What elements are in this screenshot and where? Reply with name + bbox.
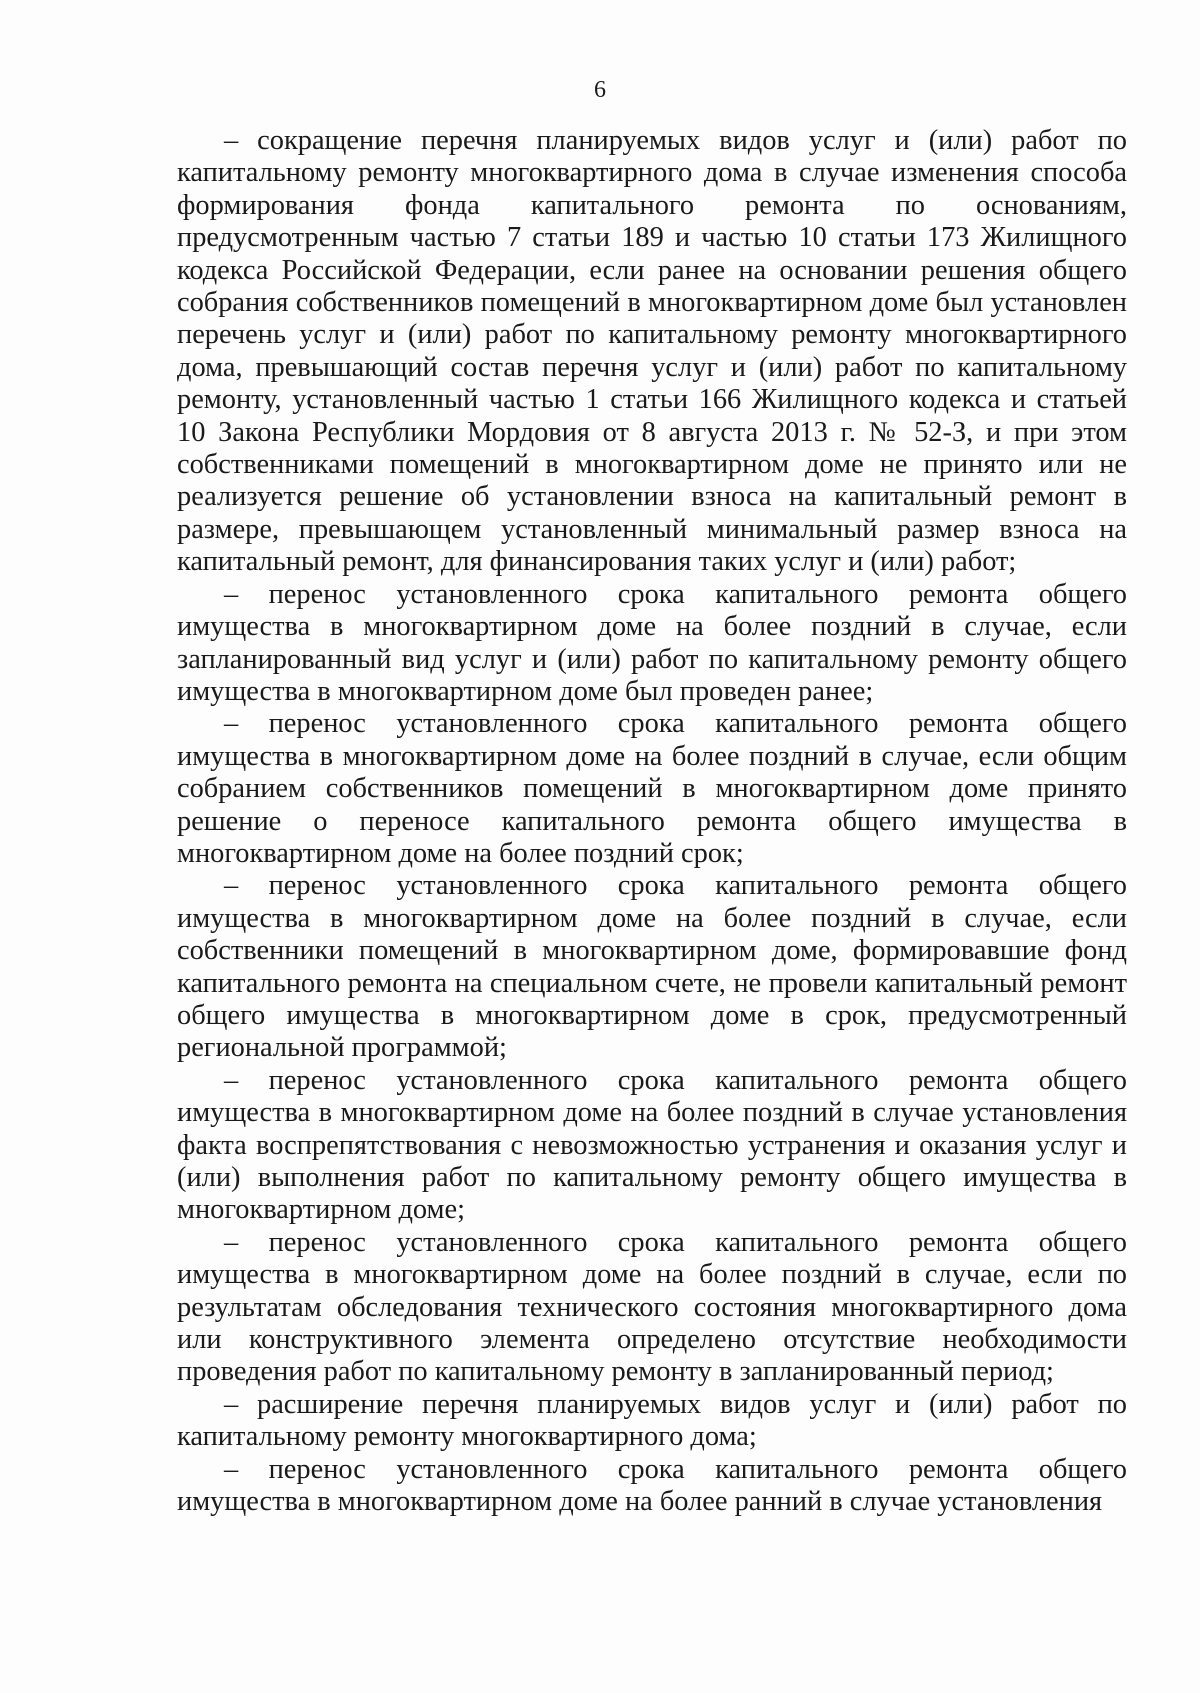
- document-body: [177, 125, 1127, 1518]
- paragraph-list-item: – перенос установленного срока капитального ремонта общего имущества в многоквартирном доме на более поздний в случае, если общим собранием собственников помещений в многоквартирном доме принято решение о переносе капитального ремонта общего имущества в многоквартирном доме на более поздний срок;: [177, 708, 1127, 869]
- paragraph-list-item: – сокращение перечня планируемых видов услуг и (или) работ по капитальному ремонту многоквартирного дома в случае изменения способа формирования фонда капитального ремонта по основаниям, предусмотренным частью 7 статьи 189 и частью 10 статьи 173 Жилищного кодекса Российской Федерации, если ранее на основании решения общего собрания собственников помещений в многоквартирном доме был установлен перечень услуг и (или) работ по капитальному ремонту многоквартирного дома, превышающий состав перечня услуг и (или) работ по капитальному ремонту, установленный частью 1 статьи 166 Жилищного кодекса и статьей 10 Закона Республики Мордовия от 8 августа 2013 г. № 52-З, и при этом собственниками помещений в многоквартирном доме не принято или не реализуется решение об установлении взноса на капитальный ремонт в размере, превышающем установленный минимальный размер взноса на капитальный ремонт, для финансирования таких услуг и (или) работ;: [177, 125, 1127, 578]
- paragraph-list-item: – перенос установленного срока капитального ремонта общего имущества в многоквартирном доме на более поздний в случае, если запланированный вид услуг и (или) работ по капитальному ремонту общего имущества в многоквартирном доме был проведен ранее;: [177, 578, 1127, 707]
- paragraph-list-item: – перенос установленного срока капитального ремонта общего имущества в многоквартирном доме на более поздний в случае, если по результатам обследования технического состояния многоквартирного дома или конструктивного элемента определено отсутствие необходимости проведения работ по капитальному ремонту в запланированный период;: [177, 1226, 1127, 1388]
- paragraph-list-item: – перенос установленного срока капитального ремонта общего имущества в многоквартирном доме на более поздний в случае установления факта воспрепятствования с невозможностью устранения и оказания услуг и (или) выполнения работ по капитальному ремонту общего имущества в многоквартирном доме;: [177, 1064, 1127, 1226]
- paragraph-list-item: – расширение перечня планируемых видов услуг и (или) работ по капитальному ремонту многоквартирного дома;: [177, 1388, 1127, 1453]
- paragraph-list-item: – перенос установленного срока капитального ремонта общего имущества в многоквартирном доме на более поздний в случае, если собственники помещений в многоквартирном доме, формировавшие фонд капитального ремонта на специальном счете, не провели капитальный ремонт общего имущества в многоквартирном доме в срок, предусмотренный региональной программой;: [177, 870, 1127, 1064]
- paragraph-list-item-continued: – перенос установленного срока капитального ремонта общего имущества в многоквартирном доме на более ранний в случае установления: [177, 1453, 1127, 1518]
- page-number: 6: [594, 77, 606, 103]
